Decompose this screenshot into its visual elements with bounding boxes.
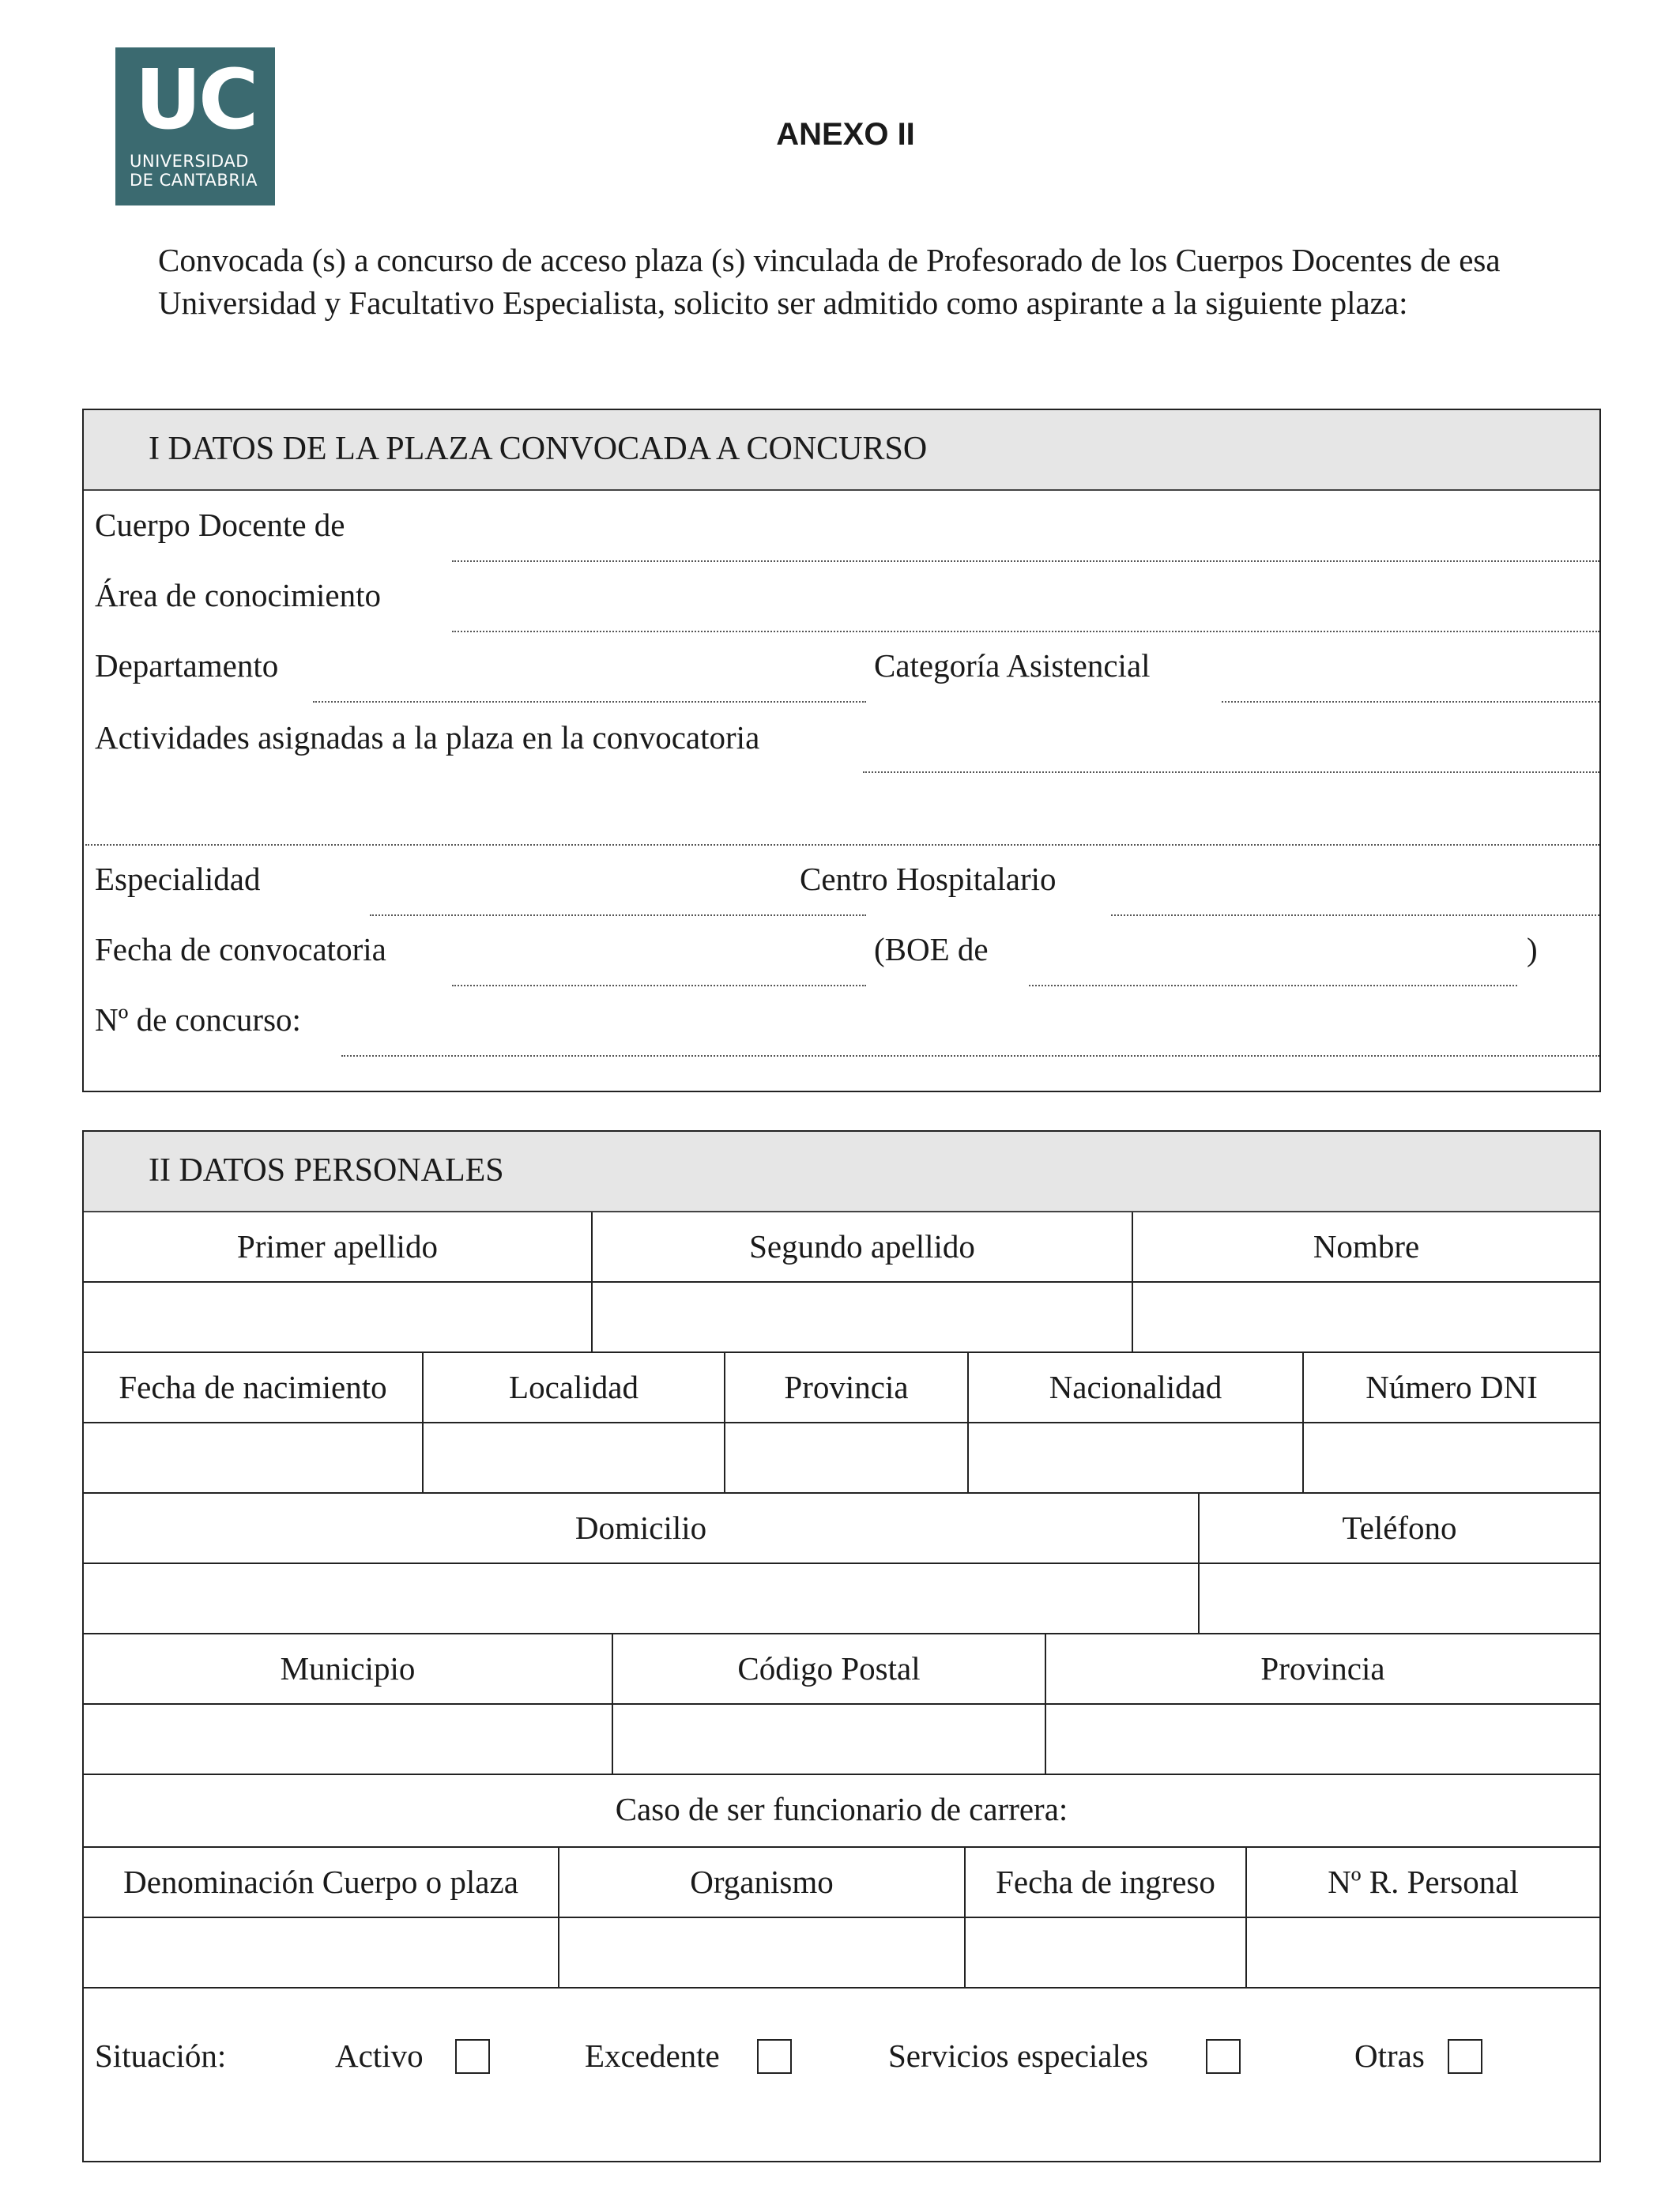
boe-label: (BOE de	[874, 931, 989, 967]
codigo-postal-input[interactable]	[613, 1705, 1046, 1775]
domicilio-header: Domicilio	[84, 1494, 1200, 1564]
numero-dni-input[interactable]	[1304, 1423, 1599, 1494]
organismo-header: Organismo	[559, 1848, 966, 1918]
excedente-label: Excedente	[585, 2038, 720, 2074]
nombre-input[interactable]	[1133, 1283, 1599, 1353]
funcionario-carrera-header: Caso de ser funcionario de carrera:	[84, 1775, 1599, 1848]
denominacion-cuerpo-input[interactable]	[84, 1918, 559, 1989]
numero-concurso-label: Nº de concurso:	[95, 1001, 301, 1038]
provincia-nacimiento-header: Provincia	[725, 1353, 969, 1423]
page-title: ANEXO II	[776, 117, 915, 152]
servicios-especiales-checkbox[interactable]	[1206, 2039, 1241, 2074]
section-1-header	[84, 410, 1599, 491]
boe-field[interactable]	[1029, 985, 1517, 986]
numero-registro-personal-input[interactable]	[1247, 1918, 1599, 1989]
fecha-nacimiento-input[interactable]	[84, 1423, 424, 1494]
situacion-label: Situación:	[95, 2038, 227, 2074]
area-conocimiento-label: Área de conocimiento	[95, 577, 382, 613]
logo-line-2: DE CANTABRIA	[130, 171, 258, 190]
municipio-input[interactable]	[84, 1705, 613, 1775]
localidad-input[interactable]	[424, 1423, 725, 1494]
section-2-header	[84, 1132, 1599, 1212]
fecha-ingreso-input[interactable]	[966, 1918, 1247, 1989]
organismo-input[interactable]	[559, 1918, 966, 1989]
centro-hospitalario-field[interactable]	[1111, 914, 1599, 916]
cuerpo-docente-field[interactable]	[452, 560, 1599, 562]
provincia-nacimiento-input[interactable]	[725, 1423, 969, 1494]
telefono-header: Teléfono	[1200, 1494, 1599, 1564]
primer-apellido-header: Primer apellido	[84, 1212, 593, 1283]
provincia-domicilio-header: Provincia	[1046, 1634, 1599, 1705]
categoria-asistencial-field[interactable]	[1222, 701, 1599, 703]
fecha-convocatoria-label: Fecha de convocatoria	[95, 931, 386, 967]
activo-label: Activo	[335, 2038, 424, 2074]
primer-apellido-input[interactable]	[84, 1283, 593, 1353]
nacionalidad-input[interactable]	[969, 1423, 1304, 1494]
logo-mark: UC	[134, 51, 256, 148]
fecha-convocatoria-field[interactable]	[452, 985, 866, 986]
section-1-title: I DATOS DE LA PLAZA CONVOCADA A CONCURSO	[149, 431, 928, 467]
denominacion-cuerpo-header: Denominación Cuerpo o plaza	[84, 1848, 559, 1918]
segundo-apellido-header: Segundo apellido	[593, 1212, 1133, 1283]
numero-registro-personal-header: Nº R. Personal	[1247, 1848, 1599, 1918]
especialidad-label: Especialidad	[95, 861, 261, 897]
localidad-header: Localidad	[424, 1353, 725, 1423]
servicios-especiales-label: Servicios especiales	[888, 2038, 1149, 2074]
domicilio-input[interactable]	[84, 1564, 1200, 1634]
fecha-ingreso-header: Fecha de ingreso	[966, 1848, 1247, 1918]
boe-close-paren: )	[1527, 931, 1538, 967]
actividades-field-line-2[interactable]	[85, 844, 1599, 846]
segundo-apellido-input[interactable]	[593, 1283, 1133, 1353]
section-2-title: II DATOS PERSONALES	[149, 1152, 504, 1189]
otras-checkbox[interactable]	[1448, 2039, 1482, 2074]
activo-checkbox[interactable]	[455, 2039, 490, 2074]
centro-hospitalario-label: Centro Hospitalario	[800, 861, 1057, 897]
section-datos-personales	[82, 1130, 1601, 2162]
fecha-nacimiento-header: Fecha de nacimiento	[84, 1353, 424, 1423]
actividades-field-line-1[interactable]	[863, 771, 1599, 773]
excedente-checkbox[interactable]	[757, 2039, 792, 2074]
municipio-header: Municipio	[84, 1634, 613, 1705]
otras-label: Otras	[1354, 2038, 1425, 2074]
logo-line-1: UNIVERSIDAD	[130, 152, 249, 171]
nacionalidad-header: Nacionalidad	[969, 1353, 1304, 1423]
nombre-header: Nombre	[1133, 1212, 1599, 1283]
area-conocimiento-field[interactable]	[452, 631, 1599, 632]
especialidad-field[interactable]	[370, 914, 866, 916]
cuerpo-docente-label: Cuerpo Docente de	[95, 507, 345, 543]
university-logo	[115, 47, 275, 205]
departamento-label: Departamento	[95, 647, 279, 684]
numero-dni-header: Número DNI	[1304, 1353, 1599, 1423]
intro-paragraph: Convocada (s) a concurso de acceso plaza (s) vinculada de Profesorado de los Cuerpos Docentes de esa Universidad y Facultativo Especialista, solicito ser admitido como aspirante a la siguiente plaza:	[158, 242, 1501, 321]
departamento-field[interactable]	[313, 701, 866, 703]
telefono-input[interactable]	[1200, 1564, 1599, 1634]
section-plaza-convocada	[82, 409, 1601, 1092]
categoria-asistencial-label: Categoría Asistencial	[874, 647, 1151, 684]
numero-concurso-field[interactable]	[341, 1055, 1599, 1057]
provincia-domicilio-input[interactable]	[1046, 1705, 1599, 1775]
actividades-label: Actividades asignadas a la plaza en la convocatoria	[95, 719, 760, 756]
codigo-postal-header: Código Postal	[613, 1634, 1046, 1705]
